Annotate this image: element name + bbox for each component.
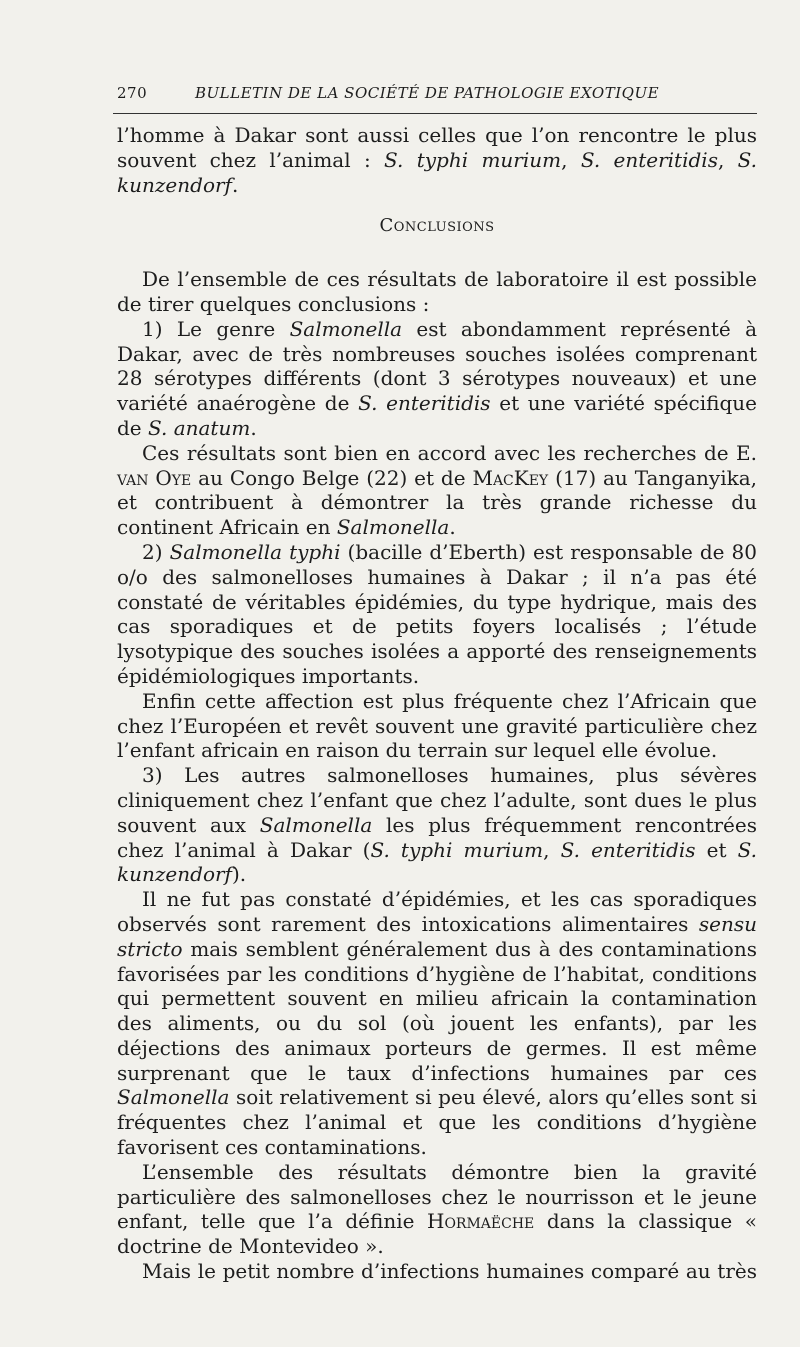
paragraph-conclusion-1: 1) Le genre Salmonella est abondamment représenté à Dakar, avec de très nombreuses souches isolées comprenant 28 sérotypes différents (dont 3 sérotypes nouveaux) et une variété anaérogène de S. enteritidis et une variété spécifique de S. anatum. — [117, 316, 757, 440]
article-body — [117, 123, 757, 1284]
paragraph-final: Mais le petit nombre d’infections humaines comparé au très — [142, 1259, 757, 1284]
page-number: 270 — [117, 84, 148, 102]
paragraph-africain: Enfin cette affection est plus fréquente chez l’Africain que chez l’Européen et revêt souvent une gravité particulière chez l’enfant africain en raison du terrain sur lequel elle évolue. — [117, 688, 757, 763]
intro-paragraph: l’homme à Dakar sont aussi celles que l’on rencontre le plus souvent chez l’animal : S. typhi murium, S. enteritidis, S. kunzendorf. — [117, 123, 758, 197]
paragraph-conclusion-3: 3) Les autres salmonelloses humaines, plus sévères cliniquement chez l’enfant que chez l’adulte, sont dues le plus souvent aux Salmonella les plus fréquemment rencontrées chez l’animal à Dakar (S. typhi murium, S. enteritidis et S. kunzendorf). — [117, 763, 758, 887]
journal-title: BULLETIN DE LA SOCIÉTÉ DE PATHOLOGIE EXOTIQUE — [195, 84, 660, 102]
paragraph-comparison: Ces résultats sont bien en accord avec les recherches de E. van Oye au Congo Belge (22) et de MacKey (17) au Tanganyika, et contribuent à démontrer la très grande richesse du continent Africain en Salmonella. — [117, 440, 757, 540]
paragraph-intro-conclusions: De l’ensemble de ces résultats de laboratoire il est possible de tirer quelques conclusions : — [117, 267, 757, 316]
paragraph-gravite: L’ensemble des résultats démontre bien la gravité particulière des salmonelloses chez le nourrisson et le jeune enfant, telle que l’a définie Hormaëche dans la classique « doctrine de Montevideo ». — [117, 1159, 757, 1259]
running-head — [117, 84, 757, 102]
paragraph-conclusion-2: 2) Salmonella typhi (bacille d’Eberth) est responsable de 80 o/o des salmonelloses humaines à Dakar ; il n’a pas été constaté de véritables épidémies, du type hydrique, mais des cas sporadiques et de petits foyers localisés ; l’étude lysotypique des souches isolées a apporté des renseignements épidémiologiques importants. — [117, 539, 758, 688]
paragraph-epidemies: Il ne fut pas constaté d’épidémies, et les cas sporadiques observés sont rarement des intoxications alimentaires sensu stricto mais semblent généralement dus à des contaminations favorisées par les conditions d’hygiène de l’habitat, conditions qui permettent souvent en milieu africain la contamination des aliments, ou du sol (où jouent les enfants), par les déjections des animaux porteurs de germes. Il est même surprenant que le taux d’infections humaines par ces Salmonella soit relativement si peu élevé, alors qu’elles sont si fréquentes chez l’animal et que les conditions d’hygiène favorisent ces contaminations. — [117, 887, 757, 1160]
header-rule — [113, 113, 757, 114]
conclusions-heading: Conclusions — [379, 215, 495, 237]
